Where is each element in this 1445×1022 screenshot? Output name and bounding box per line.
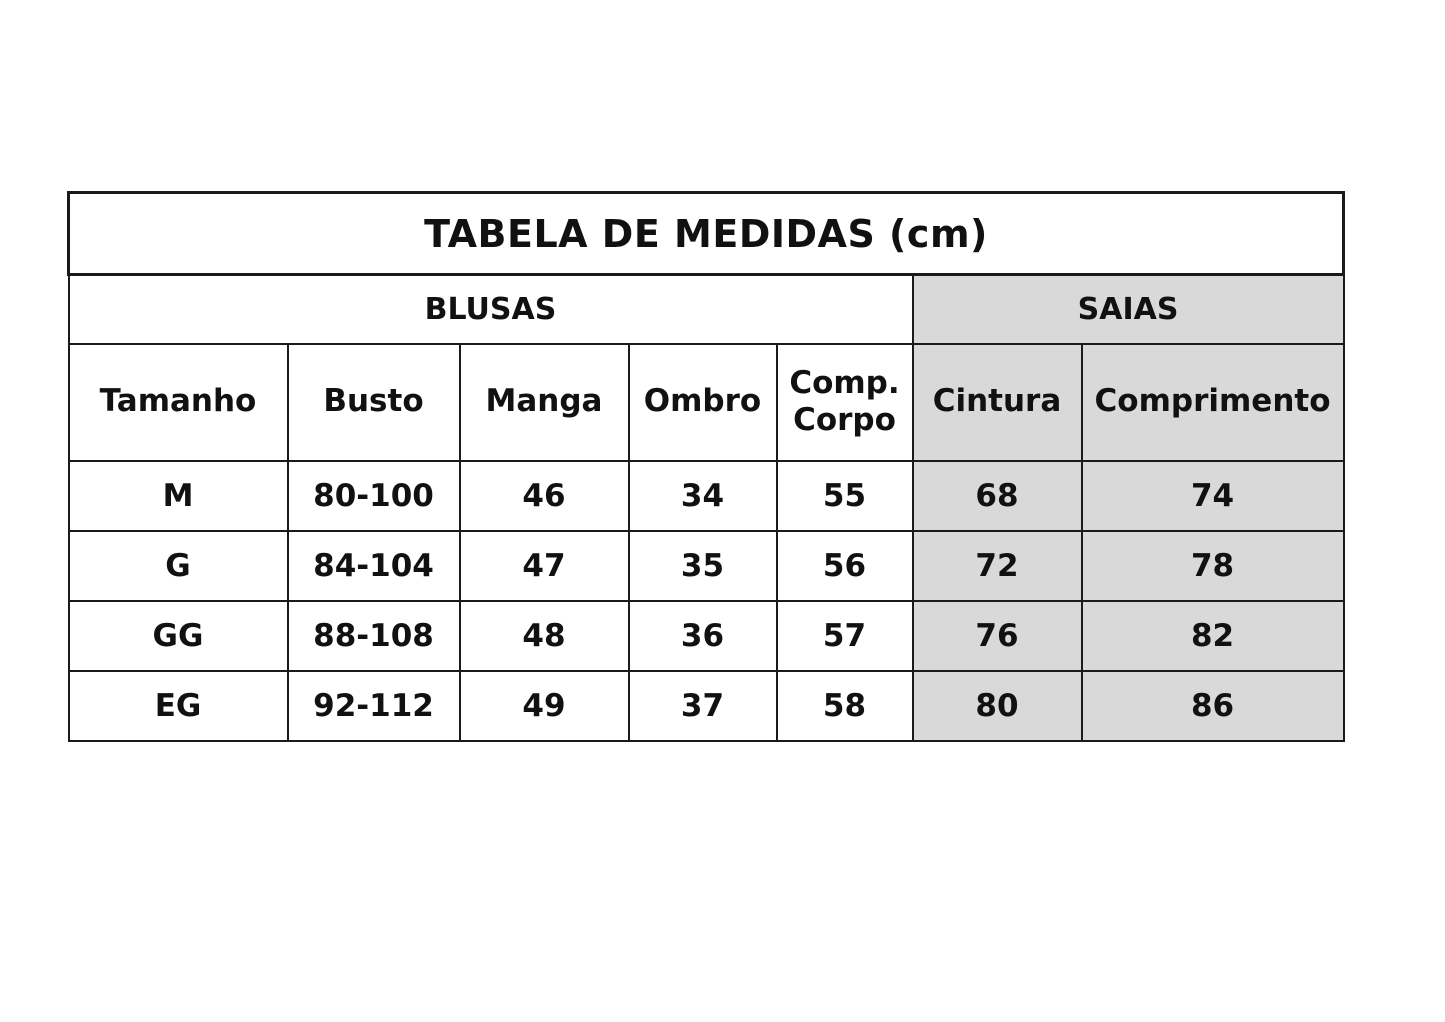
cell-cintura: 76 xyxy=(913,601,1082,671)
header-comp-corpo xyxy=(777,344,913,461)
header-comprimento: Comprimento xyxy=(1082,344,1344,461)
cell-comp-corpo: 56 xyxy=(777,531,913,601)
cell-cintura: 80 xyxy=(913,671,1082,741)
cell-busto: 80-100 xyxy=(288,461,460,531)
table-row xyxy=(69,531,1344,601)
group-row xyxy=(69,275,1344,344)
cell-manga: 47 xyxy=(460,531,629,601)
header-manga: Manga xyxy=(460,344,629,461)
group-blusas: BLUSAS xyxy=(69,275,913,344)
header-comp-corpo-line1: Comp. xyxy=(789,364,900,401)
cell-comp-corpo: 55 xyxy=(777,461,913,531)
table-row xyxy=(69,461,1344,531)
cell-manga: 48 xyxy=(460,601,629,671)
cell-comprimento: 82 xyxy=(1082,601,1344,671)
cell-busto: 92-112 xyxy=(288,671,460,741)
cell-busto: 88-108 xyxy=(288,601,460,671)
cell-manga: 46 xyxy=(460,461,629,531)
title-row xyxy=(69,193,1344,275)
table-row xyxy=(69,671,1344,741)
cell-comprimento: 74 xyxy=(1082,461,1344,531)
cell-busto: 84-104 xyxy=(288,531,460,601)
cell-comp-corpo: 57 xyxy=(777,601,913,671)
table-row xyxy=(69,601,1344,671)
cell-tamanho: EG xyxy=(69,671,288,741)
header-comp-corpo-line2: Corpo xyxy=(793,402,896,438)
cell-ombro: 34 xyxy=(629,461,777,531)
cell-ombro: 37 xyxy=(629,671,777,741)
group-saias: SAIAS xyxy=(913,275,1344,344)
header-tamanho: Tamanho xyxy=(69,344,288,461)
cell-tamanho: GG xyxy=(69,601,288,671)
header-cintura: Cintura xyxy=(913,344,1082,461)
cell-tamanho: M xyxy=(69,461,288,531)
header-ombro: Ombro xyxy=(629,344,777,461)
size-chart-table xyxy=(67,191,1345,742)
cell-ombro: 35 xyxy=(629,531,777,601)
cell-comprimento: 78 xyxy=(1082,531,1344,601)
cell-ombro: 36 xyxy=(629,601,777,671)
cell-tamanho: G xyxy=(69,531,288,601)
cell-cintura: 68 xyxy=(913,461,1082,531)
cell-cintura: 72 xyxy=(913,531,1082,601)
cell-comp-corpo: 58 xyxy=(777,671,913,741)
header-row xyxy=(69,344,1344,461)
cell-manga: 49 xyxy=(460,671,629,741)
cell-comprimento: 86 xyxy=(1082,671,1344,741)
table-title: TABELA DE MEDIDAS (cm) xyxy=(69,193,1344,275)
header-busto: Busto xyxy=(288,344,460,461)
